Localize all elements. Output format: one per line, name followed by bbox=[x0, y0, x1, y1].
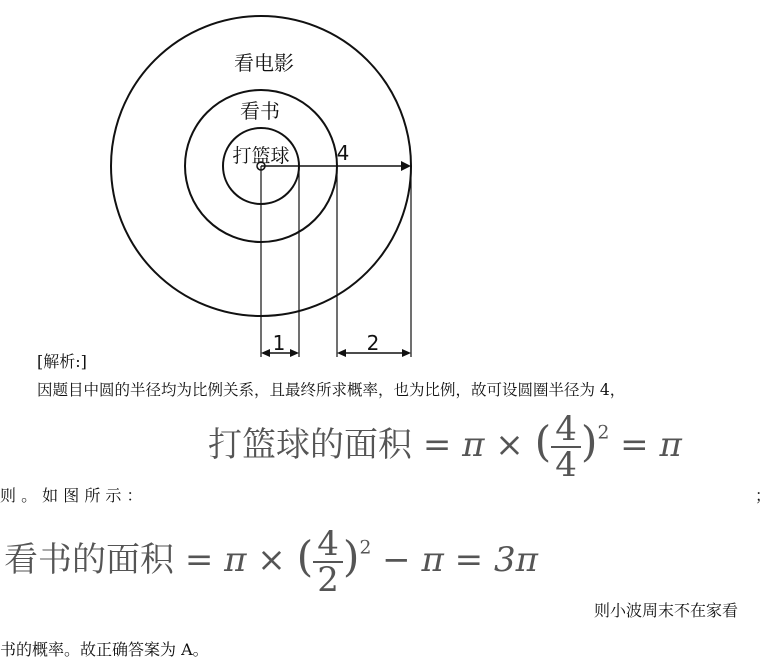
formula2-lhs: 看书的面积 bbox=[4, 540, 174, 580]
analysis-line-1: 因题目中圆的半径均为比例关系，且最终所求概率，也为比例，故可设圆圈半径为 4， bbox=[37, 381, 626, 399]
analysis-line-2-prefix: 则 。 如 图 所 示 ： bbox=[0, 486, 143, 505]
formula2-eq: = bbox=[184, 540, 214, 580]
formula1-eq2: = bbox=[620, 425, 649, 465]
formula-book-area: 看书的面积 = π × ( $\frac{4}{2}$ )$^2$ − π = 3π bbox=[4, 524, 538, 600]
formula2-num: 4 bbox=[317, 524, 339, 564]
analysis-heading: [解析:] bbox=[37, 352, 87, 371]
dim-2-arrow-right bbox=[402, 349, 411, 357]
formula1-lhs: 打篮球的面积 bbox=[208, 425, 412, 465]
formula2-fraction bbox=[313, 524, 343, 600]
formula2-result: 3π bbox=[493, 540, 538, 580]
formula1-result: π bbox=[659, 425, 682, 465]
radius-arrowhead bbox=[401, 161, 411, 171]
label-read-book: 看书 bbox=[240, 99, 280, 123]
dim-2-arrow-left bbox=[337, 349, 346, 357]
formula2-eq2: = bbox=[454, 540, 484, 580]
analysis-line-3-suffix: 则小波周末不在家看 bbox=[594, 601, 739, 620]
label-radius-4: 4 bbox=[336, 141, 350, 165]
label-play-basketball: 打篮球 bbox=[232, 145, 290, 167]
formula2-times: × bbox=[257, 540, 286, 580]
formula2-minus: − bbox=[382, 540, 411, 580]
dim-1-arrow-right bbox=[290, 349, 299, 357]
dim-1-arrow-left bbox=[261, 349, 270, 357]
formula2-pi: π bbox=[224, 540, 247, 580]
formula1-times: × bbox=[495, 425, 524, 465]
formula1-fraction bbox=[551, 409, 581, 485]
label-dim-2: 2 bbox=[366, 331, 380, 355]
analysis-line-4: 书的概率。故正确答案为 A。 bbox=[0, 640, 209, 659]
formula1-exp: 2 bbox=[597, 422, 610, 444]
formula2-exp: 2 bbox=[359, 537, 372, 559]
formula1-eq: = bbox=[422, 425, 452, 465]
analysis-line-2-suffix: ； bbox=[755, 486, 772, 505]
label-dim-1: 1 bbox=[272, 331, 286, 355]
formula1-den: 4 bbox=[551, 446, 581, 482]
formula1-pi: π bbox=[462, 425, 485, 465]
formula2-pi2: π bbox=[421, 540, 444, 580]
formula2-den: 2 bbox=[313, 561, 343, 597]
formula-basketball-area: 打篮球的面积 = π × ( $\frac{4}{4}$ )$^2$ = π bbox=[208, 409, 682, 485]
formula1-num: 4 bbox=[555, 409, 577, 449]
label-watch-movie: 看电影 bbox=[234, 51, 294, 75]
